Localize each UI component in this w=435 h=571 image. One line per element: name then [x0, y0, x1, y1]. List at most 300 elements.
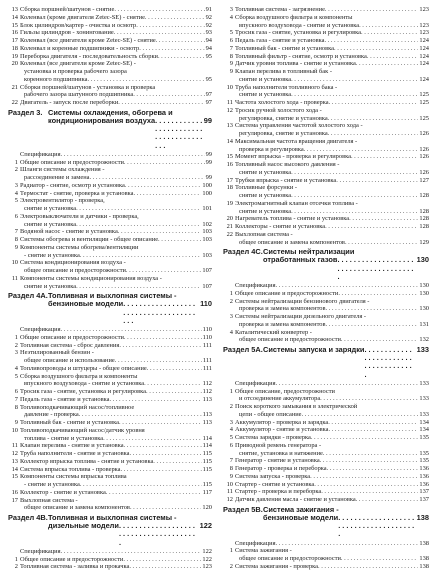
entry-title: Система зарядки - проверка: [235, 434, 311, 442]
dot-leader: [115, 357, 202, 365]
entry-page-number: 99: [205, 158, 212, 166]
entry-title: снятие, установка и натяжение: [239, 449, 323, 457]
toc-entry: [8, 442, 212, 450]
dot-leader: [328, 426, 418, 434]
entry-title: Приводной ремень генератора -: [235, 441, 322, 449]
entry-page-number: 128: [419, 223, 429, 230]
entry-number: 7: [229, 457, 233, 465]
section-title: Система зажигания -: [263, 504, 339, 514]
toc-entry: [8, 228, 212, 236]
toc-entry: [223, 442, 429, 450]
toc-entry: [223, 161, 429, 169]
toc-entry-continuation: [223, 115, 429, 123]
entry-title: - снятие и установка: [24, 251, 80, 259]
dot-leader: [323, 450, 419, 458]
dot-leader: [364, 346, 415, 379]
entry-title: Компоненты системы обогрева/вентиляции: [20, 243, 139, 251]
dot-leader: [109, 396, 201, 404]
toc-entry: [223, 380, 429, 388]
toc-entry: [8, 53, 212, 61]
entry-title: снятие и установка: [239, 75, 292, 83]
entry-title: Клапан перелива в топливный бак -: [235, 68, 332, 75]
dot-leader: [325, 6, 418, 14]
entry-page-number: 103: [202, 228, 212, 236]
entry-page-number: 138: [419, 555, 429, 563]
toc-entry: [223, 473, 429, 481]
section-subtitle: отработанных газов: [263, 255, 338, 265]
section-title: Системы запуска и зарядки: [263, 345, 365, 355]
entry-title: Топливная система - заливка и прокачка: [20, 563, 130, 571]
entry-page-number: 124: [419, 44, 429, 52]
dot-leader: [118, 228, 202, 236]
dot-leader: [103, 435, 202, 443]
entry-page-number: 95: [205, 52, 212, 60]
dot-leader: [80, 481, 202, 489]
entry-page-number: 114: [202, 442, 212, 450]
toc-entry: [223, 153, 429, 161]
dot-leader: [139, 45, 204, 53]
entry-title: - снятие и установка: [24, 481, 80, 489]
dot-leader: [291, 192, 418, 200]
dot-leader: [276, 380, 419, 388]
entry-page-number: 126: [419, 145, 429, 153]
entry-page-number: 133: [419, 379, 429, 387]
entry-page-number: 91: [205, 6, 212, 13]
dot-leader: [124, 334, 202, 342]
toc-entry-continuation: [8, 221, 212, 229]
entry-title: Аккумулятор - снятие и установка: [235, 426, 329, 434]
entry-number: 13: [11, 6, 18, 13]
toc-entry-continuation: [8, 252, 212, 260]
entry-number: 9: [229, 472, 233, 480]
entry-page-number: 107: [202, 282, 212, 290]
entry-page-number: 94: [205, 37, 212, 44]
entry-number: 1: [14, 555, 18, 563]
toc-entry: [8, 548, 212, 556]
right-column: [223, 6, 429, 571]
entry-page-number: 125: [419, 91, 429, 99]
entry-title: Компоненты системы кондиционирования воздуха -: [20, 274, 162, 282]
entry-number: 5: [229, 434, 233, 442]
entry-page-number: 130: [419, 289, 429, 297]
toc-entry: [8, 342, 212, 350]
entry-number: 15: [11, 473, 18, 481]
entry-title: Спецификация: [235, 379, 276, 387]
dot-leader: [123, 300, 199, 325]
section-label: Раздел 5В.: [223, 504, 263, 514]
entry-number: 9: [14, 419, 18, 427]
toc-entry-continuation: [8, 267, 212, 275]
entry-page-number: 133: [419, 410, 429, 418]
dot-leader: [359, 22, 418, 30]
entry-number: 15: [11, 21, 18, 29]
entry-title: проверка и регулировка: [239, 145, 304, 153]
section-heading: [223, 346, 429, 379]
dot-leader: [114, 29, 205, 37]
entry-page-number: 113: [202, 395, 212, 403]
toc-entry: [223, 223, 429, 231]
entry-title: Системы нейтрализации дизельного двигателя -: [235, 313, 367, 321]
entry-page-number: 115: [202, 457, 212, 465]
dot-leader: [114, 6, 204, 14]
dot-leader: [338, 514, 415, 539]
dot-leader: [79, 411, 202, 419]
entry-title: регулировка, снятие и установка: [239, 130, 328, 137]
toc-entry: [223, 426, 429, 434]
entry-title: Спецификация: [20, 150, 61, 158]
entry-number: 1: [229, 547, 233, 555]
entry-title: Топливоподкачивающий насос/топливное: [20, 403, 135, 411]
entry-page-number: 135: [419, 449, 429, 457]
entry-title: Переборка двигателя - последовательность сборки: [20, 52, 158, 60]
entry-page-number: 122: [202, 555, 212, 563]
toc-entry: [8, 84, 212, 92]
entry-number: 4: [229, 328, 233, 336]
entry-page-number: 97: [205, 91, 212, 99]
entry-title: Максимальная частота вращения двигателя -: [235, 137, 358, 145]
entry-title: Выхлопная система -: [20, 496, 78, 504]
toc-entry-continuation: [223, 305, 429, 313]
entry-title: общее описание и предосторожности: [239, 555, 341, 563]
toc-entry-continuation: [223, 555, 429, 563]
section-page-number: 110: [200, 299, 212, 309]
toc-entry: [8, 236, 212, 244]
entry-title: общее описание и замена компонентов: [24, 504, 130, 512]
entry-page-number: 113: [202, 411, 212, 419]
entry-page-number: 111: [202, 364, 212, 372]
toc-entry: [223, 231, 429, 239]
dot-leader: [76, 221, 201, 229]
toc-entry-continuation: [8, 504, 212, 512]
dot-leader: [328, 115, 419, 123]
entry-page-number: 120: [202, 504, 212, 512]
toc-entry: [223, 37, 429, 45]
entry-number: 10: [226, 480, 233, 488]
entry-title: снятие и установка: [239, 168, 292, 176]
toc-entry: [223, 403, 429, 411]
section-heading: [8, 514, 212, 547]
toc-entry: [8, 427, 212, 435]
section-title: Топливная и выхлопная системы -: [48, 513, 177, 523]
entry-page-number: 128: [419, 215, 429, 223]
entry-number: 6: [14, 212, 18, 220]
entry-title: Топливный фильтр - снятие, осмотр и установка: [235, 52, 367, 60]
dot-leader: [61, 151, 205, 159]
entry-number: 6: [229, 37, 233, 44]
entry-page-number: 125: [419, 114, 429, 122]
entry-title: Коллектор впрыска топлива - снятие и установка: [20, 457, 154, 465]
dot-leader: [61, 326, 202, 334]
entry-page-number: 100: [202, 181, 212, 189]
entry-page-number: 115: [202, 465, 212, 473]
entry-page-number: 127: [419, 176, 429, 184]
entry-title: топлива - снятие и установка: [24, 434, 104, 442]
entry-number: 17: [11, 37, 18, 44]
entry-number: 3: [14, 181, 18, 189]
dot-leader: [158, 236, 201, 244]
dot-leader: [337, 256, 415, 281]
toc-entry: [8, 458, 212, 466]
toc-entry: [8, 159, 212, 167]
entry-page-number: 124: [419, 37, 429, 44]
toc-entry-continuation: [8, 174, 212, 182]
entry-number: 8: [14, 403, 18, 411]
entry-page-number: 129: [419, 238, 429, 246]
entry-title: Спецификация: [20, 326, 61, 334]
toc-entry-continuation: [223, 208, 429, 216]
entry-number: 1: [14, 333, 18, 341]
entry-number: 3: [229, 418, 233, 426]
entry-page-number: 135: [419, 457, 429, 465]
toc-entry: [8, 365, 212, 373]
toc-entry: [223, 465, 429, 473]
entry-title: снятие и установка: [24, 282, 77, 290]
dot-leader: [326, 305, 419, 313]
toc-entry: [223, 68, 429, 76]
toc-entry: [8, 166, 212, 174]
entry-title: Блок цилиндров/картер - очистка и осмотр: [20, 21, 137, 29]
section-title: Топливная и выхлопная системы -: [48, 291, 177, 301]
entry-title: Система кондиционирования воздуха -: [20, 259, 126, 267]
dot-leader: [325, 223, 418, 231]
section-page-number: 138: [416, 513, 429, 523]
entry-title: Спецификация: [20, 547, 61, 555]
toc-entry-continuation: [223, 146, 429, 154]
entry-page-number: 112: [202, 388, 212, 396]
entry-page-number: 103: [202, 236, 212, 244]
toc-entry: [223, 200, 429, 208]
entry-title: цепи - общее описание: [239, 410, 302, 418]
entry-title: Коленвал (все двигатели кроме Zetec-SE) - снятие: [20, 37, 156, 44]
entry-title: Радиатор - снятие, осмотр и установка: [20, 181, 125, 189]
section-title: Системы охлаждения, обогрева и: [48, 107, 173, 117]
entry-page-number: 137: [419, 488, 429, 496]
toc-entry-continuation: [8, 435, 212, 443]
toc-entry: [8, 349, 212, 357]
dot-leader: [326, 321, 419, 329]
toc-entry: [223, 434, 429, 442]
dot-leader: [144, 380, 202, 388]
toc-entry: [223, 107, 429, 115]
entry-title: Топливный бак - снятие и установка: [20, 419, 119, 427]
toc-entry-continuation: [8, 68, 212, 76]
entry-title: Неэтилированный бензин -: [20, 349, 94, 357]
dot-leader: [129, 450, 201, 458]
entry-title: Коллекторы - снятие и установка: [235, 223, 326, 230]
dot-leader: [311, 434, 419, 442]
entry-page-number: 122: [202, 547, 212, 555]
toc-entry: [223, 282, 429, 290]
entry-title: снятие и установка: [239, 207, 292, 215]
toc-entry: [8, 213, 212, 221]
dot-leader: [123, 556, 201, 564]
dot-leader: [314, 481, 418, 489]
entry-number: 6: [14, 388, 18, 396]
toc-entry: [223, 29, 429, 37]
dot-leader: [276, 282, 419, 290]
entry-title: Поиск короткого замыкания в электрической: [235, 403, 358, 411]
toc-entry-continuation: [8, 380, 212, 388]
section-subtitle: дизельные модели: [48, 521, 119, 531]
entry-title: Топливная система - сброс давления: [20, 341, 120, 349]
entry-title: Общее описание и предосторожности: [235, 289, 339, 297]
dot-leader: [147, 365, 202, 373]
toc-entry: [223, 45, 429, 53]
toc-entry: [8, 190, 212, 198]
entry-page-number: 124: [419, 60, 429, 68]
entry-number: 14: [226, 137, 233, 145]
toc-entry-continuation: [223, 169, 429, 177]
entry-title: Генератор - проверка и переборка: [235, 465, 327, 473]
entry-number: 20: [11, 60, 18, 68]
toc-entry-continuation: [8, 411, 212, 419]
toc-entry: [8, 259, 212, 267]
entry-number: 10: [11, 259, 18, 267]
entry-number: 18: [226, 184, 233, 192]
dot-leader: [336, 177, 418, 185]
toc-entry: [223, 290, 429, 298]
dot-leader: [328, 419, 418, 427]
toc-entry-continuation: [8, 357, 212, 365]
entry-number: 2: [14, 563, 18, 571]
section-subtitle-line: [8, 117, 212, 150]
toc-entry-continuation: [223, 192, 429, 200]
entry-number: 2: [14, 166, 18, 174]
entry-title: Каталитический конвертер -: [235, 328, 312, 336]
entry-title: снятие и установка: [239, 91, 292, 99]
entry-title: Стартер - снятие и установка: [235, 480, 315, 488]
entry-number: 10: [226, 83, 233, 91]
entry-page-number: 114: [202, 434, 212, 442]
entry-number: 1: [14, 158, 18, 166]
dot-leader: [61, 548, 202, 556]
toc-entry: [223, 298, 429, 306]
entry-page-number: 110: [202, 326, 212, 334]
entry-title: Электромагнитный клапан отсечки топлива -: [235, 199, 358, 207]
entry-title: Общие описание и предосторожности: [20, 158, 124, 166]
toc-entry: [8, 419, 212, 427]
toc-entry: [8, 489, 212, 497]
entry-number: 7: [229, 44, 233, 52]
toc-entry: [223, 122, 429, 130]
entry-page-number: 103: [202, 251, 212, 259]
entry-number: 11: [11, 274, 18, 282]
entry-title: Двигатель - запуск после переборки: [20, 99, 119, 106]
toc-entry-continuation: [223, 395, 429, 403]
entry-title: Топливные форсунки -: [235, 184, 297, 192]
section-subtitle-line: [8, 522, 212, 547]
dot-leader: [136, 22, 204, 30]
section-page-number: 130: [416, 255, 429, 265]
toc-entry: [223, 6, 429, 14]
entry-number: 12: [11, 450, 18, 458]
entry-title: Электровыключатели и датчики - проверка,: [20, 212, 139, 220]
entry-title: Электровентилятор - проверка,: [20, 197, 105, 205]
entry-number: 10: [11, 426, 18, 434]
entry-page-number: 97: [205, 99, 212, 106]
entry-number: 13: [226, 122, 233, 130]
entry-title: регулировка, снятие и установка: [239, 114, 328, 122]
entry-title: снятие и установка: [24, 220, 77, 228]
entry-title: Системы обогрева и вентиляции - общее описание: [20, 236, 159, 244]
dot-leader: [334, 45, 418, 53]
entry-page-number: 111: [202, 357, 212, 365]
dot-leader: [304, 146, 419, 154]
entry-number: 12: [226, 106, 233, 114]
dot-leader: [119, 419, 202, 427]
dot-leader: [320, 457, 419, 465]
entry-title: проверка и замена компонентов: [239, 305, 326, 313]
dot-leader: [276, 540, 419, 548]
dot-leader: [155, 117, 203, 150]
entry-title: Топливопроводы и штуцеры - общее описание: [20, 364, 147, 372]
entry-title: коренного подшипника: [24, 75, 88, 83]
dot-leader: [80, 252, 202, 260]
left-column: [8, 6, 212, 571]
toc-entry: [223, 177, 429, 185]
dot-leader: [320, 395, 418, 403]
toc-entry: [8, 466, 212, 474]
toc-entry: [8, 60, 212, 68]
entry-number: 12: [226, 496, 233, 504]
toc-entry: [8, 197, 212, 205]
entry-title: Тросик ручной холостого хода -: [235, 106, 322, 114]
entry-number: 21: [11, 83, 18, 91]
toc-entry: [223, 419, 429, 427]
entry-page-number: 132: [419, 336, 429, 344]
entry-number: 9: [229, 60, 233, 68]
dot-leader: [324, 37, 418, 45]
entry-number: 2: [229, 562, 233, 570]
entry-title: Педаль газа - снятие и установка: [235, 37, 325, 44]
entry-title: Системы нейтрализации бензинового двигателя -: [235, 297, 370, 305]
section-subtitle-line: [8, 300, 212, 325]
entry-number: 16: [11, 488, 18, 496]
entry-number: 18: [11, 44, 18, 52]
entry-page-number: 111: [202, 341, 212, 349]
entry-number: 22: [226, 230, 233, 238]
dot-leader: [87, 76, 204, 84]
entry-number: 2: [14, 341, 18, 349]
dot-leader: [302, 411, 419, 419]
dot-leader: [327, 465, 419, 473]
dot-leader: [126, 267, 202, 275]
toc-entry: [223, 184, 429, 192]
toc-entry: [223, 138, 429, 146]
toc-entry-continuation: [223, 76, 429, 84]
entry-title: Сборка воздушного фильтра и компоненты: [20, 372, 138, 380]
entry-number: 16: [11, 29, 18, 37]
entry-page-number: 126: [419, 130, 429, 137]
entry-title: Коленвал и коренные подшипники - осмотр: [20, 44, 140, 52]
toc-entry: [8, 6, 212, 14]
entry-title: общее описание и замена компонентов: [239, 238, 345, 246]
section-heading: [8, 109, 212, 150]
entry-number: 8: [14, 236, 18, 244]
entry-title: Сборки поршней/шатунов - установка и проверка: [20, 83, 156, 91]
entry-title: Шланги системы охлаждения -: [20, 166, 105, 174]
toc-entry-continuation: [8, 76, 212, 84]
dot-leader: [76, 283, 201, 291]
entry-title: Частота холостого хода - проверка: [235, 99, 329, 106]
entry-title: Система зажигания - проверка: [235, 562, 319, 570]
entry-page-number: 117: [202, 488, 212, 496]
entry-page-number: 93: [205, 29, 212, 37]
entry-title: Датчик уровня топлива - снятие и установка: [235, 60, 356, 68]
section-heading: [8, 292, 212, 325]
dot-leader: [89, 174, 204, 182]
entry-number: 3: [229, 313, 233, 321]
